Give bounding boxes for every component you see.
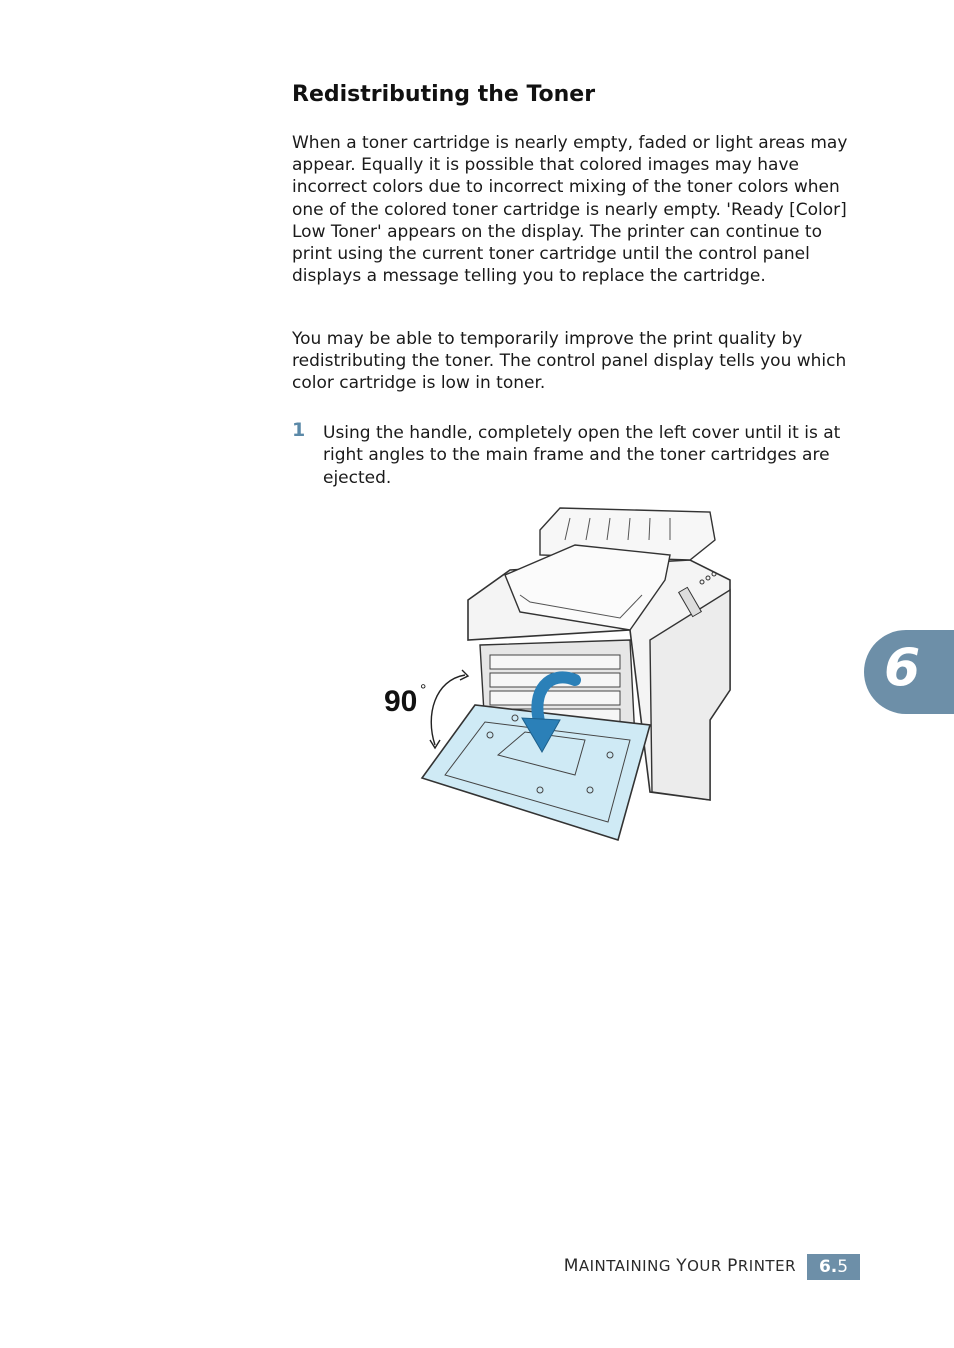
section-heading: Redistributing the Toner	[292, 82, 596, 107]
chapter-tab	[864, 630, 954, 714]
footer-title-rest: AINTAINING	[578, 1257, 677, 1275]
intro-paragraph: When a toner cartridge is nearly empty, faded or light areas may appear. Equally it is possible that colored images may have incorrect colors due to incorrect mixing of the toner colors when one of the colored toner cartridge is nearly empty. 'Ready [Color] Low Toner' appears on the display. The printer can continue to print using the current toner cartridge until the control panel displays a message telling you to replace the cartridge.	[292, 133, 848, 287]
printer-illustration	[380, 500, 740, 850]
footer-title-cap: M	[563, 1256, 579, 1276]
footer-title-cap: P	[727, 1256, 738, 1276]
footer-title-rest: OUR	[687, 1257, 728, 1275]
tip-paragraph: You may be able to temporarily improve the print quality by redistributing the toner. The control panel display tells you which color cartridge is low in toner.	[292, 329, 847, 394]
page-number: 5	[837, 1257, 849, 1277]
footer-title	[564, 1256, 796, 1276]
footer-title-cap: Y	[676, 1256, 688, 1276]
page-chapter: 6.	[818, 1257, 838, 1277]
printer-drawing	[380, 500, 740, 850]
angle-label: 90	[384, 685, 418, 718]
chapter-number: 6	[884, 638, 921, 698]
step-text: Using the handle, completely open the left cover until it is at right angles to the main frame and the toner cartridges are ejected.	[323, 423, 841, 488]
footer-title-rest: RINTER	[737, 1257, 796, 1275]
degree-symbol: °	[420, 682, 427, 699]
page-number-badge	[807, 1254, 860, 1280]
step-number: 1	[292, 419, 306, 441]
